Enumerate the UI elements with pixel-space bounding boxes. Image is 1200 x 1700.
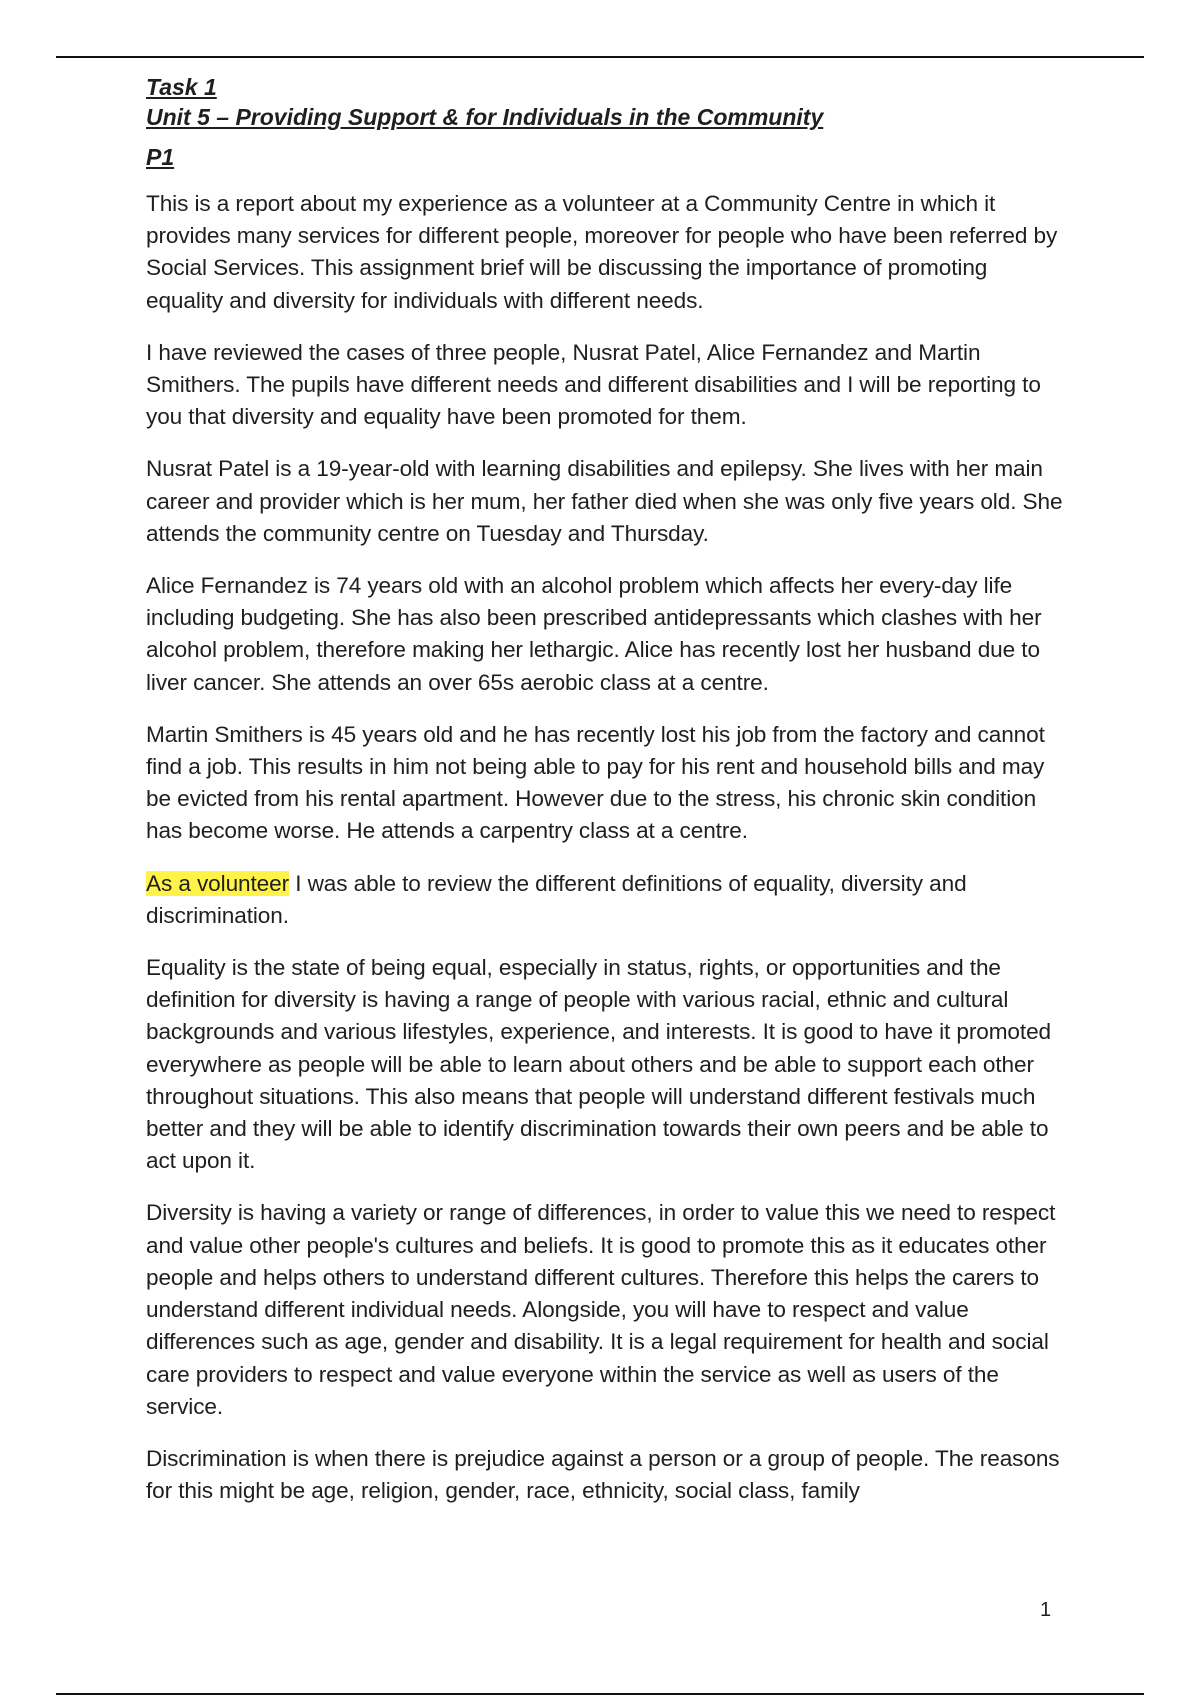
unit-heading: Unit 5 – Providing Support & for Individuals in the Community — [146, 104, 824, 130]
paragraph-nusrat: Nusrat Patel is a 19-year-old with learning disabilities and epilepsy. She lives with her main career and provider which is her mum, her father died when she was only five years old. She attends the community centre on Tuesday and Thursday. — [146, 456, 1063, 546]
paragraph-equality: Equality is the state of being equal, especially in status, rights, or opportunities and the definition for diversity is having a range of people with various racial, ethnic and cultural backgrounds and various lifestyles, experience, and interests. It is good to have it promoted everywhere as people will be able to learn about others and be able to support each other throughout situations. This also means that people will understand different festivals much better and they will be able to identify discrimination towards their own peers and be able to act upon it. — [146, 955, 1052, 1174]
document-body — [146, 72, 1066, 1527]
paragraph-volunteer-text: I was able to review the different definitions of equality, diversity and discrimination. — [146, 870, 967, 928]
paragraph-volunteer — [146, 868, 1066, 932]
top-rule — [56, 56, 1144, 58]
paragraph-discrimination: Discrimination is when there is prejudice against a person or a group of people. The reasons for this might be age, religion, gender, race, ethnicity, social class, family — [146, 1445, 1060, 1504]
highlighted-text: As a volunteer — [146, 870, 290, 896]
section-heading: P1 — [146, 144, 175, 170]
task-heading: Task 1 — [146, 74, 217, 100]
paragraph-alice: Alice Fernandez is 74 years old with an alcohol problem which affects her every-day life including budgeting. She has also been prescribed antidepressants which clashes with her alcohol problem, therefore making her lethargic. Alice has recently lost her husband due to liver cancer. She attends an over 65s aerobic class at a centre. — [146, 573, 1042, 695]
paragraph-intro: This is a report about my experience as a volunteer at a Community Centre in which it provides many services for different people, moreover for people who have been referred by Social Services. This assignment brief will be discussing the importance of promoting equality and diversity for individuals with different needs. — [146, 191, 1058, 313]
paragraph-cases: I have reviewed the cases of three people, Nusrat Patel, Alice Fernandez and Martin Smithers. The pupils have different needs and different disabilities and I will be reporting to you that diversity and equality have been promoted for them. — [146, 339, 1041, 430]
paragraph-diversity: Diversity is having a variety or range of differences, in order to value this we need to respect and value other people's cultures and beliefs. It is good to promote this as it educates other people and helps others to understand different cultures. Therefore this helps the carers to understand different individual needs. Alongside, you will have to respect and value differences such as age, gender and disability. It is a legal requirement for health and social care providers to respect and value everyone within the service as well as users of the service. — [146, 1200, 1056, 1419]
bottom-rule — [56, 1693, 1144, 1695]
paragraph-martin: Martin Smithers is 45 years old and he has recently lost his job from the factory and cannot find a job. This results in him not being able to pay for his rent and household bills and may be evicted from his rental apartment. However due to the stress, his chronic skin condition has become worse. He attends a carpentry class at a centre. — [146, 721, 1045, 844]
page-number: 1 — [1040, 1599, 1052, 1621]
